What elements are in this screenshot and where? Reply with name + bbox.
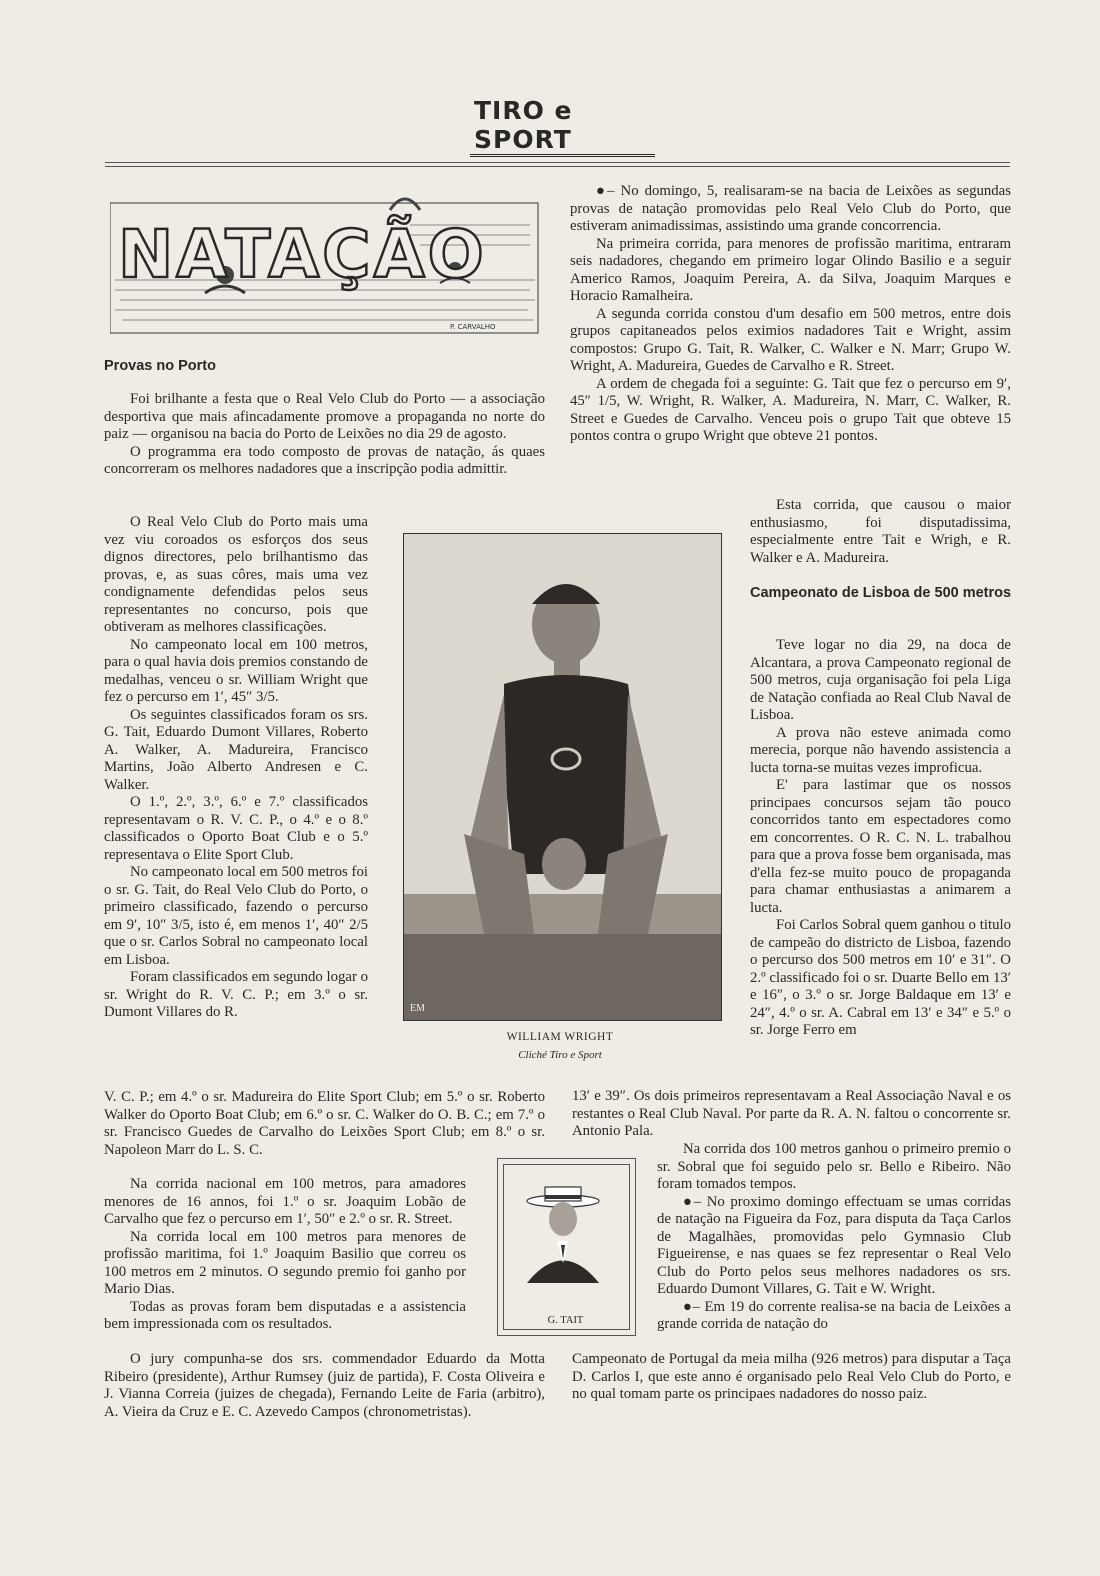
- masthead-title: TIRO e SPORT: [470, 96, 655, 157]
- header-rule-2: [105, 166, 1010, 167]
- hand-pointer-icon: ●–: [683, 1298, 701, 1315]
- paragraph: Campeonato de Portugal da meia milha (926 metros) para disputar a Taça D. Carlos I, que este anno é organisado pelo Real Velo Club do Porto, e no qual tomam parte os principaes nadadores do nosso paiz.: [572, 1351, 1011, 1402]
- paragraph: Os seguintes classificados foram os srs. G. Tait, Eduardo Dumont Villares, Roberto A. Walker, A. Madureira, Francisco Martins, João Alberto Andresen e C. Walker.: [104, 706, 368, 793]
- paragraph-text: Em 19 do corrente realisa-se na bacia de Leixões a grande corrida de natação do: [657, 1298, 1011, 1332]
- photo-william-wright: [403, 533, 722, 1021]
- hand-pointer-icon: ●–: [596, 183, 615, 199]
- hand-pointer-icon: ●–: [683, 1193, 702, 1210]
- right-column-narrow-3: [657, 1141, 1011, 1334]
- banner-signature: P. CARVALHO: [450, 323, 496, 331]
- portrait-gtait-illustration: [513, 1183, 613, 1293]
- photo-credit: Cliché Tiro e Sport: [518, 1049, 602, 1061]
- left-column-final: [104, 1351, 545, 1421]
- paragraph: Foi brilhante a festa que o Real Velo Club do Porto — a associação desportiva que mais afincadamente promove a propaganda no norte do paiz — organisou na bacia do Porto de Leixões no dia 29 de agosto.: [104, 391, 545, 442]
- paragraph: O programma era todo composto de provas de natação, ás quaes concorreram os melhores nadadores que a inscripção podia admittir.: [104, 443, 545, 477]
- paragraph: O Real Velo Club do Porto mais uma vez viu coroados os esforços dos seus dignos directores, pelo brilhantismo das provas, e, as suas côres, mais uma vez condignamente defendidas pelos seus representantes no concurso, pois que obtiveram as melhores classificações.: [104, 514, 368, 635]
- paragraph: [570, 183, 1011, 236]
- right-column-top: [570, 183, 1011, 446]
- paragraph: Na corrida local em 100 metros para menores de profissão maritima, foi 1.º Joaquim Basilio que correu os 100 metros em 2 minutos. O segundo premio foi ganho por Mario Dias.: [104, 1228, 466, 1297]
- paragraph: A prova não esteve animada como merecia, porque não havendo assistencia a lucta torna-se muitas vezes improficua.: [750, 724, 1011, 776]
- header-rule: [105, 162, 1010, 163]
- paragraph: [657, 1299, 1011, 1334]
- right-column-narrow: [750, 497, 1011, 567]
- swimmer-portrait-illustration: [404, 534, 721, 1020]
- paragraph: A ordem de chegada foi a seguinte: G. Tait que fez o percurso em 9′, 45″ 1/5, W. Wright, R. Walker, A. Madureira, N. Marr, C. Walker, R. Street e Guedes de Carvalho. Venceu pois o grupo Tait que obteve 15 pontos contra o grupo Wright que obteve 21 pontos.: [570, 375, 1011, 444]
- natacao-banner-illustration: [110, 185, 542, 340]
- paragraph: O 1.º, 2.º, 3.º, 6.º e 7.º classificados representavam o R. V. C. P., o 4.º e o 8.º classificados o Oporto Boat Club e o 5.º representava o Elite Sport Club.: [104, 794, 368, 863]
- paragraph: E' para lastimar que os nossos principaes concursos sejam tão pouco concorridos tanto em espectadores como em concorrentes. O R. C. N. L. trabalhou para que a prova fosse bem organisada, mas d'ella fez-se muito pouco de propaganda para chamar enthusiastas a animarem a lucta.: [750, 777, 1011, 916]
- left-column-top: [104, 391, 545, 479]
- paragraph: Na primeira corrida, para menores de profissão maritima, entraram seis nadadores, chegando em primeiro logar Olindo Basilio e a seguir Americo Ramos, Joaquim Pereira, A. da Silva, Joaquim Marques e Horacio Ramalheira.: [570, 235, 1011, 304]
- paragraph: Todas as provas foram bem disputadas e a assistencia bem impressionada com os resultados.: [104, 1298, 466, 1332]
- paragraph-text: No proximo domingo effectuam se umas corridas de natação na Figueira da Foz, para disputa da Taça Carlos de Magalhães, promovidas pelo Gymnasio Club Figueirense, e nas quaes se fez representar o Real Velo Club do Porto pelos seus melhores nadadores os srs. Eduardo Dumont Villares, G. Tait e W. Wright.: [657, 1193, 1011, 1297]
- right-column-mid: [572, 1088, 1011, 1141]
- left-column-narrow-2: [104, 1176, 466, 1334]
- paragraph: A segunda corrida constou d'um desafio em 500 metros, entre dois grupos capitaneados pelos eximios nadadores Tait e Wright, assim compostos: Grupo G. Tait, R. Walker, C. Walker e N. Marr; Grupo W. Wright, A. Madureira, Guedes de Carvalho e R. Street.: [570, 305, 1011, 374]
- paragraph: 13′ e 39″. Os dois primeiros representavam a Real Associação Naval e os restantes o Real Club Naval. Por parte da R. A. N. faltou o concorrente sr. Antonio Pala.: [572, 1088, 1011, 1139]
- right-column-final: [572, 1351, 1011, 1404]
- photo-monogram: EM: [410, 1003, 425, 1014]
- paragraph-text: No domingo, 5, realisaram-se na bacia de Leixões as segundas provas de natação promovidas pelo Real Velo Club do Porto, que estiveram animadissimas, assistindo uma grande concorrencia.: [570, 183, 1011, 234]
- banner-title: NATAÇÃO: [118, 216, 487, 293]
- left-column-narrow: [104, 514, 368, 1022]
- paragraph: Foi Carlos Sobral quem ganhou o titulo de campeão do districto de Lisboa, fazendo o percurso dos 500 metros em 10′ e 31″. O 2.º classificado foi o sr. Duarte Bello em 13′ e 16″, o 3.º o sr. Jorge Baldaque em 13′ e 24″, 4.º o sr. A. Cabral em 13′ e 34″ e 5.º o sr. Jorge Ferro em: [750, 917, 1011, 1038]
- paragraph: O jury compunha-se dos srs. commendador Eduardo da Motta Ribeiro (presidente), Arthur Rumsey (juiz de partida), F. Costa Oliveira e J. Vianna Correia (juizes de chegada), Fernando Leite de Faria (arbitro), A. Vieira da Cruz e E. C. Azevedo Campos (chronometristas).: [104, 1351, 545, 1420]
- photo-caption-gtait: G. TAIT: [547, 1315, 584, 1326]
- paragraph: Teve logar no dia 29, na doca de Alcantara, a prova Campeonato regional de 500 metros, cuja organisação foi pela Liga de Natação confiada ao Real Club Naval de Lisboa.: [750, 637, 1011, 723]
- paragraph: Na corrida dos 100 metros ganhou o primeiro premio o sr. Sobral que foi seguido pelo sr. Bello e Ribeiro. Não foram tomados tempos.: [657, 1141, 1011, 1192]
- masthead-logo: [470, 95, 655, 154]
- paragraph: Esta corrida, que causou o maior enthusiasmo, foi disputadissima, especialmente entre Tait e Wrigh, e R. Walker e A. Madureira.: [750, 497, 1011, 566]
- paragraph: No campeonato local em 500 metros foi o sr. G. Tait, do Real Velo Club do Porto, o primeiro classificado, fazendo o percurso em 9′, 10″ 3/5, isto é, em menos 1′, 40″ 2/5 que o sr. Carlos Sobral no campeonato local em Lisboa.: [104, 864, 368, 968]
- left-column-bottom: [104, 1089, 545, 1159]
- section-heading-campeonato-lisboa: Campeonato de Lisboa de 500 metros: [750, 585, 1012, 601]
- section-heading-provas-porto: Provas no Porto: [104, 358, 216, 374]
- paragraph: Na corrida nacional em 100 metros, para amadores menores de 16 annos, foi 1.º o sr. Joaquim Lobão de Carvalho que fez o percurso em 1′, 50″ e 2.º o sr. R. Street.: [104, 1176, 466, 1227]
- paragraph: V. C. P.; em 4.º o sr. Madureira do Elite Sport Club; em 5.º o sr. Roberto Walker do Oporto Boat Club; em 6.º o sr. C. Walker do O. B. C.; em 7.º o sr. Francisco Guedes de Carvalho do Leixões Sport Club; em 8.º o sr. Napoleon Marr do L. S. C.: [104, 1089, 545, 1158]
- photo-caption-william-wright: WILLIAM WRIGHT: [506, 1031, 614, 1043]
- paragraph: [657, 1194, 1011, 1299]
- paragraph: Foram classificados em segundo logar o sr. Wright do R. V. C. P.; em 3.º o sr. Dumont Villares do R.: [104, 969, 368, 1020]
- right-column-narrow-2: [750, 637, 1011, 1040]
- paragraph: No campeonato local em 100 metros, para o qual havia dois premios constando de medalhas, venceu o sr. William Wright que fez o percurso em 1′, 45″ 3/5.: [104, 636, 368, 705]
